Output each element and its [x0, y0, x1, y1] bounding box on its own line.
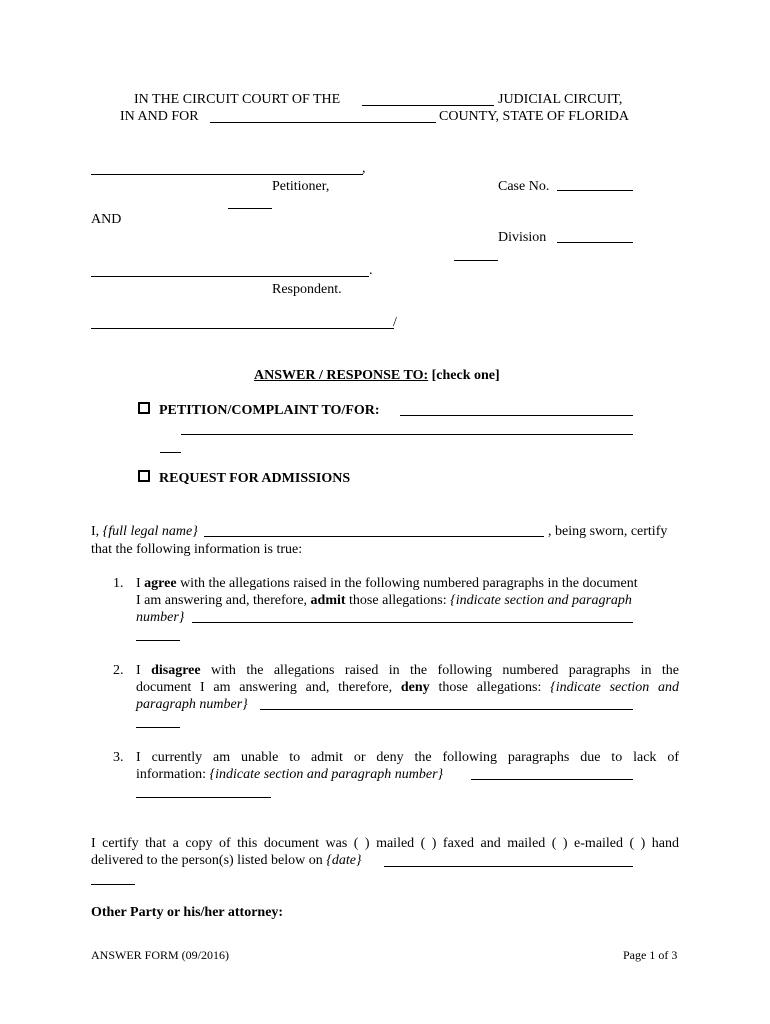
intro-line-1 — [91, 523, 198, 540]
petition-field-1[interactable] — [400, 415, 633, 416]
date-hint: {date} — [326, 853, 362, 868]
document-title-main: ANSWER / RESPONSE TO: — [254, 368, 429, 383]
petitioner-label: Petitioner, — [272, 179, 330, 194]
item-3-field-2[interactable] — [136, 797, 271, 798]
item-3-text-a: information: — [136, 767, 206, 782]
full-name-field[interactable] — [204, 536, 544, 537]
intro-line-2: that the following information is true: — [91, 542, 303, 557]
caption-end-slash: / — [393, 315, 397, 330]
petitioner-name-field[interactable] — [91, 174, 363, 175]
item-1-agree: agree — [144, 576, 177, 591]
judicial-circuit-field[interactable] — [362, 105, 494, 106]
petition-checkbox[interactable] — [138, 402, 150, 414]
other-party-heading: Other Party or his/her attorney: — [91, 905, 284, 920]
item-1-hint-a: {indicate section and paragraph — [450, 593, 632, 608]
item-3-line-1: I currently am unable to admit or deny the following paragraphs due to lack of — [136, 750, 679, 765]
document-title-note: [check one] — [431, 368, 500, 383]
and-label: AND — [91, 212, 122, 227]
header-circuit-label: JUDICIAL CIRCUIT, — [498, 92, 623, 107]
document-title — [254, 367, 500, 384]
item-3-number: 3. — [113, 750, 124, 765]
date-field-2[interactable] — [91, 884, 135, 885]
admissions-option-label: REQUEST FOR ADMISSIONS — [159, 471, 351, 486]
item-2-line-2 — [136, 679, 679, 696]
item-1-text-c: I am answering and, therefore, — [136, 593, 308, 608]
item-3-hint: {indicate section and paragraph number} — [209, 767, 444, 782]
item-2-text-c: document I am answering and, therefore, — [136, 680, 393, 695]
item-2-hint-b: paragraph number} — [136, 697, 248, 712]
certify-line-1: I certify that a copy of this document was ( ) mailed ( ) faxed and mailed ( ) e-mailed ( ) hand — [91, 836, 679, 851]
header-line-1 — [134, 91, 340, 108]
item-1-text-d: those allegations: — [349, 593, 447, 608]
respondent-label: Respondent. — [272, 282, 342, 297]
respondent-name-field[interactable] — [91, 276, 369, 277]
item-3-field-1[interactable] — [471, 779, 633, 780]
petition-field-2[interactable] — [181, 434, 633, 435]
case-no-label: Case No. — [498, 179, 550, 194]
admissions-checkbox[interactable] — [138, 470, 150, 482]
item-2-deny: deny — [400, 680, 430, 695]
respondent-period: . — [369, 263, 373, 278]
intro-suffix: , being sworn, certify — [548, 524, 668, 539]
division-extra-line[interactable] — [454, 260, 498, 261]
certify-line-2 — [91, 852, 362, 869]
item-2-hint-a: {indicate section and — [550, 680, 680, 695]
petitioner-comma: , — [362, 161, 366, 176]
division-field[interactable] — [557, 242, 633, 243]
item-1-field-2[interactable] — [136, 640, 180, 641]
case-no-field[interactable] — [557, 190, 633, 191]
item-2-field-2[interactable] — [136, 727, 180, 728]
item-1-number: 1. — [113, 576, 124, 591]
header-in-and-for: IN AND FOR — [120, 109, 199, 124]
caption-end-line — [91, 328, 394, 329]
petitioner-extra-line[interactable] — [228, 208, 272, 209]
item-2-text-a: I — [136, 663, 141, 678]
item-1-line-1 — [136, 575, 679, 592]
item-2-field-1[interactable] — [260, 709, 633, 710]
item-3-line-2 — [136, 766, 443, 783]
item-1-admit: admit — [310, 593, 346, 608]
date-field-1[interactable] — [384, 866, 633, 867]
item-2-number: 2. — [113, 663, 124, 678]
item-2-text-b: with the allegations raised in the following numbered paragraphs in the — [211, 663, 680, 678]
item-2-disagree: disagree — [151, 663, 201, 678]
county-field[interactable] — [210, 122, 436, 123]
petition-option-label: PETITION/COMPLAINT TO/FOR: — [159, 403, 380, 418]
item-1-text-a: I — [136, 576, 141, 591]
item-1-text-b: with the allegations raised in the following numbered paragraphs in the document — [180, 576, 638, 591]
footer-page-number: Page 1 of 3 — [623, 948, 678, 962]
intro-prefix: I, — [91, 524, 100, 539]
item-1-line-2 — [136, 592, 679, 609]
certify-text: delivered to the person(s) listed below on — [91, 853, 323, 868]
division-label: Division — [498, 230, 547, 245]
full-name-hint: {full legal name} — [102, 524, 198, 539]
item-1-field-1[interactable] — [192, 622, 633, 623]
item-1-hint-b: number} — [136, 610, 185, 625]
footer-form-name: ANSWER FORM (09/2016) — [91, 948, 230, 962]
item-2-line-1 — [136, 662, 679, 679]
item-2-text-d: those allegations: — [438, 680, 542, 695]
petition-field-3[interactable] — [160, 452, 181, 453]
header-court-label: IN THE CIRCUIT COURT OF THE — [134, 92, 341, 107]
header-county-label: COUNTY, STATE OF FLORIDA — [439, 109, 629, 124]
